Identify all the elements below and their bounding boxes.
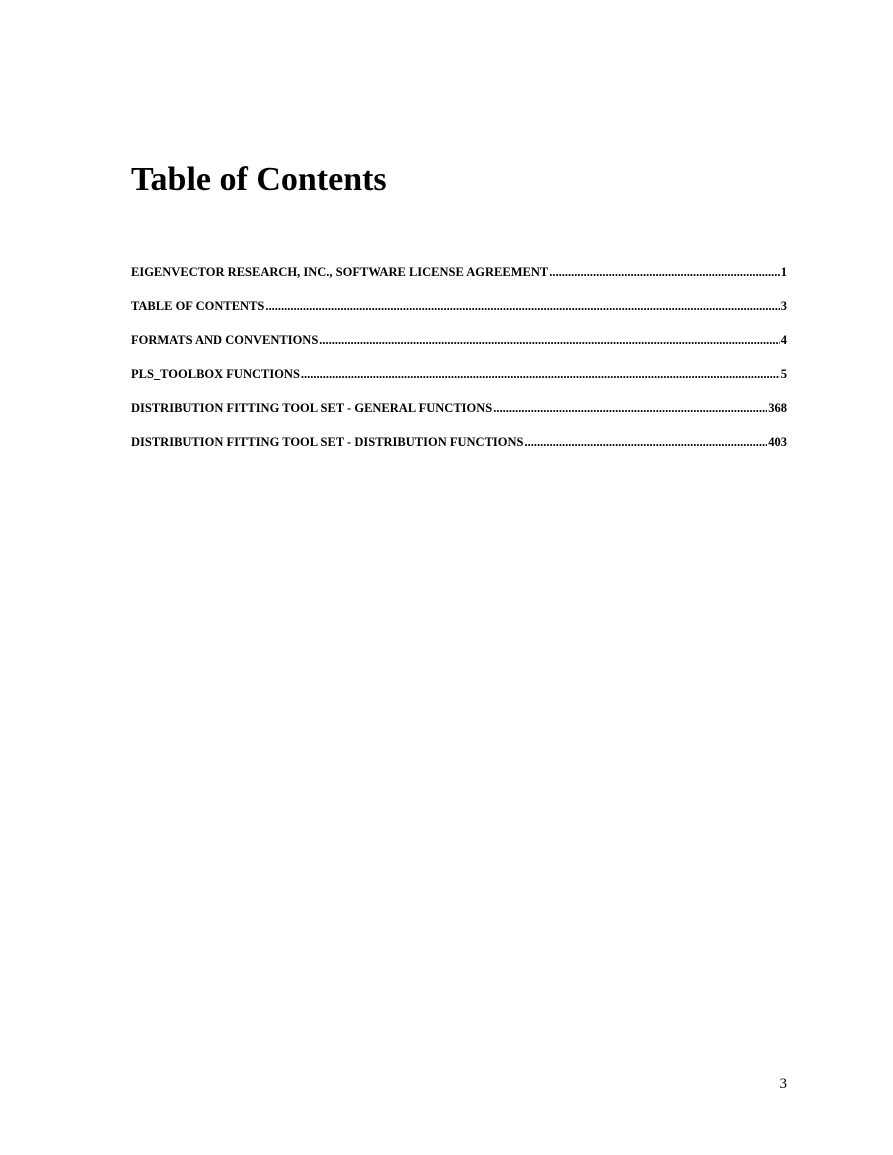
toc-entry-table-of-contents[interactable]: [131, 296, 787, 330]
toc-entry-title: EIGENVECTOR RESEARCH, INC., SOFTWARE LICENSE AGREEMENT: [131, 265, 549, 279]
toc-entry-title: DISTRIBUTION FITTING TOOL SET - DISTRIBUTION FUNCTIONS: [131, 435, 524, 449]
toc-leader-dots: [301, 364, 780, 384]
toc-entry-page: 3: [780, 299, 787, 313]
toc-entry-page: 403: [768, 435, 787, 449]
toc-entry-distribution-functions[interactable]: [131, 432, 787, 466]
toc-leader-dots: [549, 262, 780, 282]
toc-leader-dots: [319, 330, 779, 350]
table-of-contents: [131, 262, 787, 466]
toc-entry-pls-toolbox-functions[interactable]: [131, 364, 787, 398]
toc-leader-dots: [524, 432, 767, 452]
toc-entry-license-agreement[interactable]: [131, 262, 787, 296]
toc-entry-formats-conventions[interactable]: [131, 330, 787, 364]
toc-entry-page: 5: [780, 367, 787, 381]
toc-entry-title: PLS_TOOLBOX FUNCTIONS: [131, 367, 300, 381]
toc-entry-page: 1: [780, 265, 787, 279]
toc-leader-dots: [493, 398, 767, 418]
page-number: 3: [779, 1076, 787, 1092]
toc-entry-title: TABLE OF CONTENTS: [131, 299, 265, 313]
toc-entry-page: 4: [780, 333, 787, 347]
toc-entry-page: 368: [768, 401, 787, 415]
toc-entry-title: FORMATS AND CONVENTIONS: [131, 333, 319, 347]
toc-leader-dots: [265, 296, 779, 316]
toc-entry-general-functions[interactable]: [131, 398, 787, 432]
toc-entry-title: DISTRIBUTION FITTING TOOL SET - GENERAL FUNCTIONS: [131, 401, 493, 415]
page-title: Table of Contents: [131, 161, 387, 198]
